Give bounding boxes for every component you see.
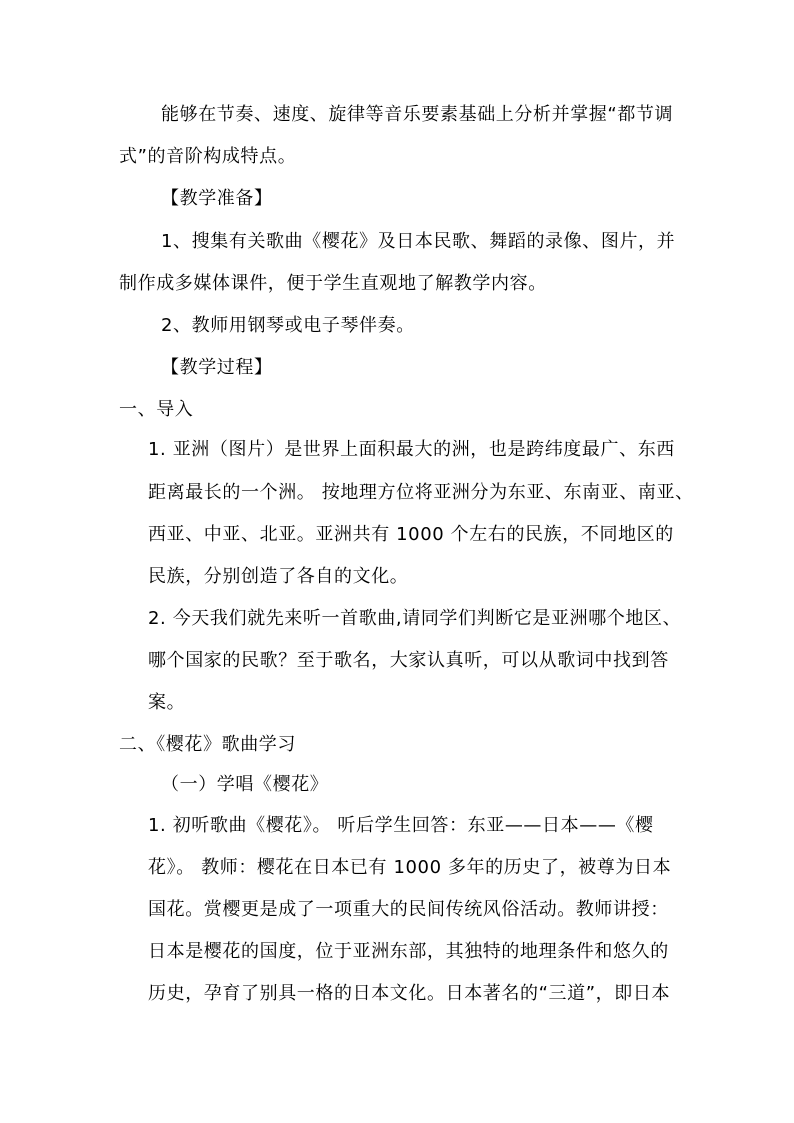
intro-item-2-line-3: 案。 <box>148 692 186 713</box>
intro-item-1-line-4: 民族，分别创造了各自的文化。 <box>148 566 409 587</box>
intro-item-2-line-2: 哪个国家的民歌？至于歌名，大家认真听，可以从歌词中找到答 <box>148 650 669 671</box>
song-item-1-line-5: 历史，孕育了别具一格的日本文化。日本著名的“三道”，即日本 <box>148 983 671 1004</box>
preparation-item-2: 2、教师用钢琴或电子琴伴奏。 <box>161 315 415 336</box>
subheading-song-study: 二、《樱花》歌曲学习 <box>119 734 296 755</box>
section-heading-preparation: 【教学准备】 <box>161 188 273 209</box>
intro-item-1-line-3: 西亚、中亚、北亚。亚洲共有 1000 个左右的民族，不同地区的 <box>148 524 674 545</box>
intro-item-1-line-1: 1. 亚洲（图片）是世界上面积最大的洲，也是跨纬度最广、东西 <box>148 439 675 460</box>
objective-line-2: 式”的音阶构成特点。 <box>119 146 297 167</box>
subheading-introduction: 一、导入 <box>119 399 194 420</box>
song-item-1-line-1: 1. 初听歌曲《樱花》。 听后学生回答：东亚——日本——《樱 <box>148 815 654 836</box>
song-item-1-line-2: 花》。 教师：樱花在日本已有 1000 多年的历史了，被尊为日本 <box>148 857 672 878</box>
section-heading-process: 【教学过程】 <box>161 357 273 378</box>
intro-item-2-line-1: 2. 今天我们就先来听一首歌曲,请同学们判断它是亚洲哪个地区、 <box>148 608 682 629</box>
objective-line-1: 能够在节奏、速度、旋律等音乐要素基础上分析并掌握“都节调 <box>161 104 674 125</box>
subheading-learn-to-sing: （一）学唱《樱花》 <box>161 774 329 795</box>
preparation-item-1-line-1: 1、搜集有关歌曲《樱花》及日本民歌、舞蹈的录像、图片，并 <box>161 231 676 252</box>
intro-item-1-line-2: 距离最长的一个洲。 按地理方位将亚洲分为东亚、东南亚、南亚、 <box>148 482 694 503</box>
preparation-item-1-line-2: 制作成多媒体课件，便于学生直观地了解教学内容。 <box>119 273 547 294</box>
song-item-1-line-3: 国花。赏樱更是成了一项重大的民间传统风俗活动。教师讲授： <box>148 899 669 920</box>
song-item-1-line-4: 日本是樱花的国度，位于亚洲东部，其独特的地理条件和悠久的 <box>148 941 669 962</box>
